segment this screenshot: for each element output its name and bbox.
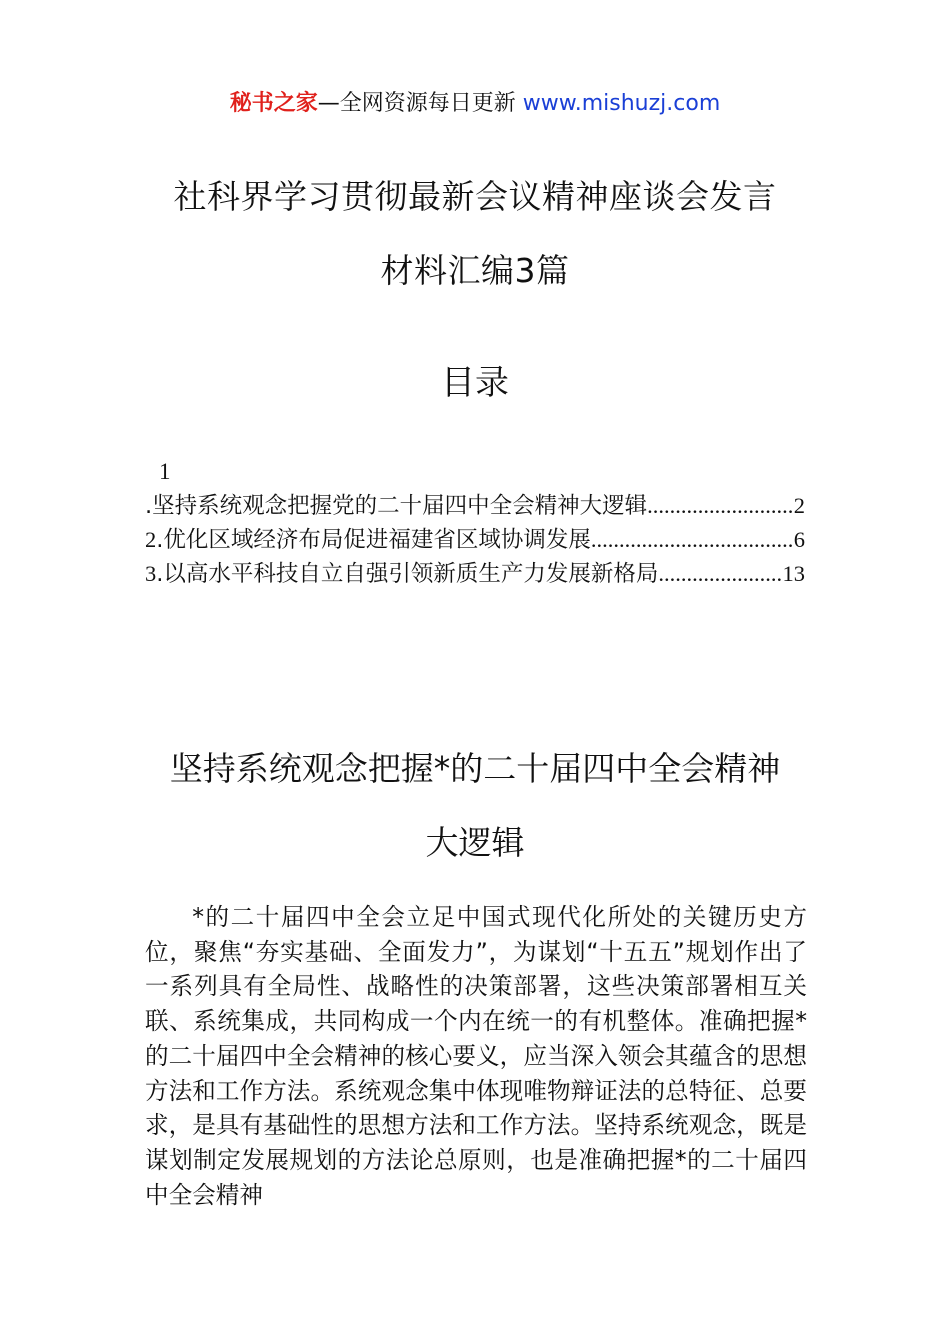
header-slogan: —全网资源每日更新 [317,91,516,116]
site-header [0,88,950,120]
toc-leader-dots [591,523,794,557]
section-title-line-1: 坚持系统观念把握*的二十届四中全会精神 [169,749,781,788]
toc-item-3[interactable] [145,557,805,591]
toc-item-2[interactable] [145,523,805,557]
section-title [0,732,950,880]
document-title-line-2: 材料汇编3篇 [380,251,570,290]
toc-item-2-number: 2 [145,527,157,552]
toc-item-2-text: .优化区域经济布局促进福建省区域协调发展 [156,527,591,553]
toc-item-3-page: 13 [782,561,805,586]
toc-heading: 目录 [441,363,509,403]
site-url-link[interactable]: www.mishuzj.com [522,91,721,116]
toc-leader-dots [658,557,782,591]
document-title [0,160,950,308]
toc-item-3-number: 3 [145,561,157,586]
toc-item-1-page: 2 [793,493,805,518]
toc-item-3-text: .以高水平科技自立自强引领新质生产力发展新格局 [156,561,659,587]
table-of-contents [145,455,805,591]
toc-item-1-number: 1 [159,459,171,484]
toc-item-1-text: .坚持系统观念把握党的二十届四中全会精神大逻辑 [145,493,648,519]
toc-leader-dots [647,489,794,523]
toc-item-1[interactable] [145,489,805,523]
section-title-line-2: 大逻辑 [425,823,525,862]
section-paragraph: *的二十届四中全会立足中国式现代化所处的关键历史方位，聚焦“夯实基础、全面发力”，为谋划“十五五”规划作出了一系列具有全局性、战略性的决策部署，这些决策部署相互关联、系统集成，共同构成一个内在统一的有机整体。准确把握*的二十届四中全会精神的核心要义，应当深入领会其蕴含的思想方法和工作方法。系统观念集中体现唯物辩证法的总特征、总要求，是具有基础性的思想方法和工作方法。坚持系统观念，既是谋划制定发展规划的方法论总原则，也是准确把握*的二十届四中全会精神 [145,903,807,1209]
brand-name: 秘书之家 [229,91,318,116]
toc-item-2-page: 6 [793,527,805,552]
document-title-line-1: 社科界学习贯彻最新会议精神座谈会发言 [173,177,777,216]
